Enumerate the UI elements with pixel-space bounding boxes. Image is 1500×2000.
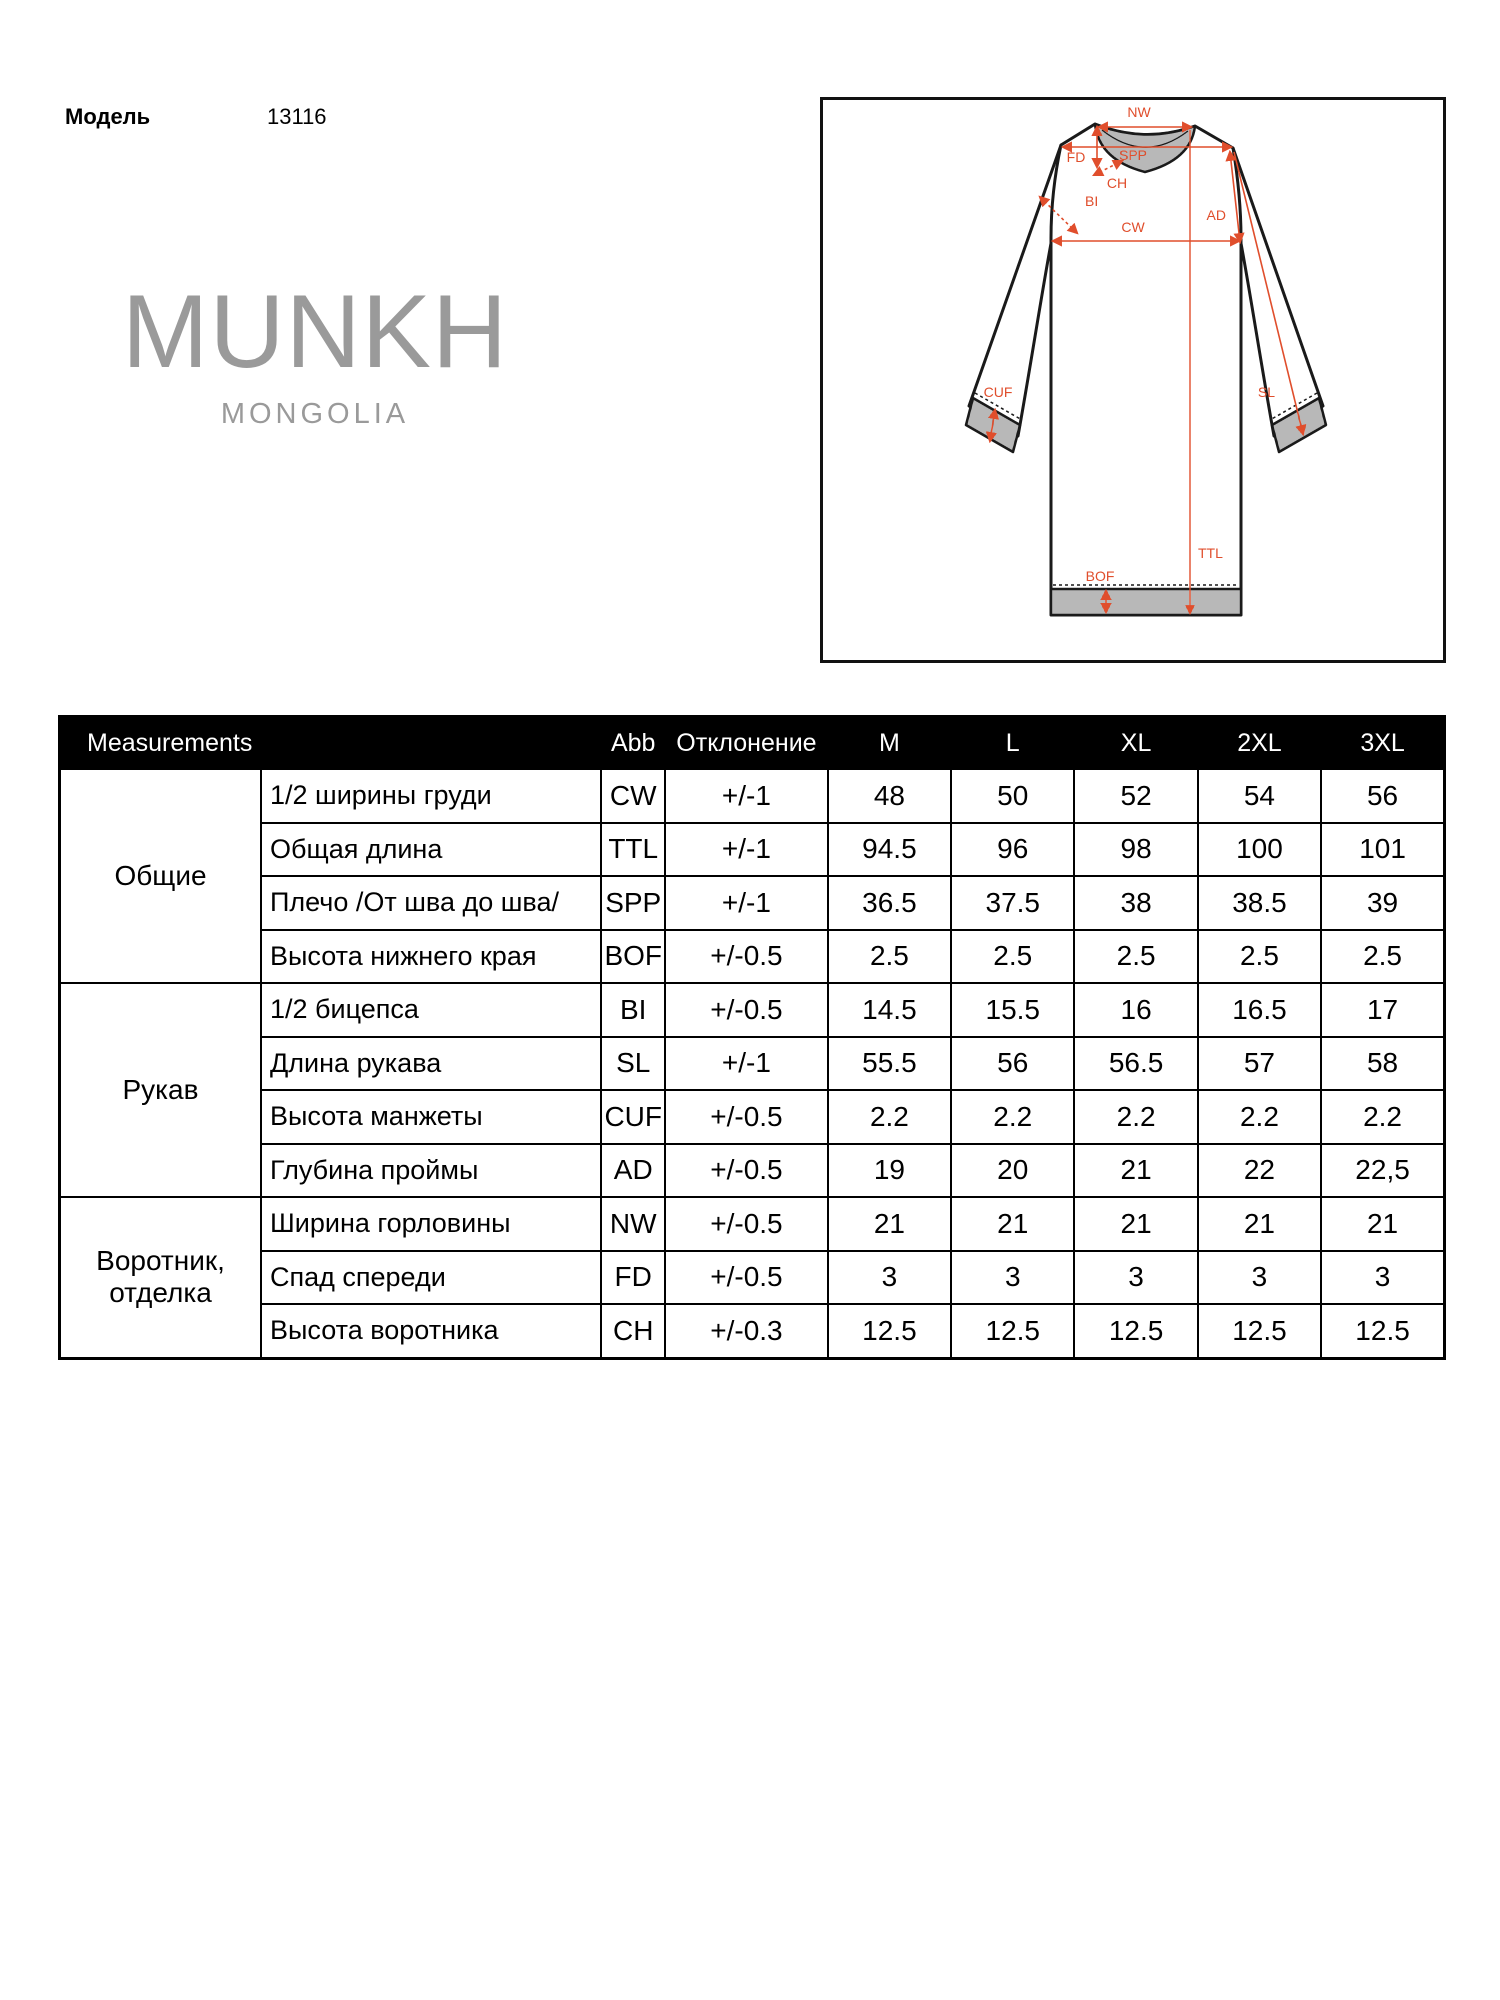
value-3xl: 2.5 — [1321, 930, 1444, 984]
value-2xl: 2.2 — [1198, 1090, 1321, 1144]
row-label: Плечо /От шва до шва/ — [261, 876, 601, 930]
row-label: Глубина проймы — [261, 1144, 601, 1198]
table-row — [60, 876, 1445, 930]
header-deviation: Отклонение — [665, 717, 828, 770]
value-2xl: 16.5 — [1198, 983, 1321, 1037]
value-m: 14.5 — [828, 983, 951, 1037]
table-row — [60, 983, 1445, 1037]
right-sleeve — [1233, 148, 1323, 436]
row-abb: CW — [601, 769, 665, 823]
row-dev: +/-0.5 — [665, 1144, 828, 1198]
table-row — [60, 1304, 1445, 1358]
value-m: 94.5 — [828, 823, 951, 877]
value-2xl: 21 — [1198, 1197, 1321, 1251]
value-l: 96 — [951, 823, 1074, 877]
value-2xl: 12.5 — [1198, 1304, 1321, 1358]
row-dev: +/-1 — [665, 823, 828, 877]
row-abb: CH — [601, 1304, 665, 1358]
header-abb: Abb — [601, 717, 665, 770]
value-2xl: 100 — [1198, 823, 1321, 877]
table-row — [60, 930, 1445, 984]
row-dev: +/-0.5 — [665, 983, 828, 1037]
table-row — [60, 1090, 1445, 1144]
value-l: 2.5 — [951, 930, 1074, 984]
bi-label: BI — [1085, 193, 1099, 209]
garment-diagram-box — [820, 97, 1446, 663]
value-xl: 52 — [1074, 769, 1197, 823]
model-label: Модель — [65, 104, 151, 129]
value-3xl: 21 — [1321, 1197, 1444, 1251]
table-row — [60, 823, 1445, 877]
value-2xl: 22 — [1198, 1144, 1321, 1198]
value-m: 55.5 — [828, 1037, 951, 1091]
value-3xl: 56 — [1321, 769, 1444, 823]
header-size-xl: XL — [1074, 717, 1197, 770]
value-l: 3 — [951, 1251, 1074, 1305]
row-dev: +/-1 — [665, 769, 828, 823]
row-dev: +/-0.5 — [665, 1197, 828, 1251]
brand-logo — [118, 274, 512, 431]
row-abb: SL — [601, 1037, 665, 1091]
value-m: 36.5 — [828, 876, 951, 930]
value-l: 12.5 — [951, 1304, 1074, 1358]
body — [1051, 124, 1241, 615]
row-dev: +/-0.3 — [665, 1304, 828, 1358]
row-label: 1/2 ширины груди — [261, 769, 601, 823]
row-label: Общая длина — [261, 823, 601, 877]
row-label: Спад спереди — [261, 1251, 601, 1305]
row-abb: AD — [601, 1144, 665, 1198]
value-xl: 2.2 — [1074, 1090, 1197, 1144]
value-xl: 12.5 — [1074, 1304, 1197, 1358]
row-label: Высота манжеты — [261, 1090, 601, 1144]
value-3xl: 2.2 — [1321, 1090, 1444, 1144]
table-header-row — [60, 717, 1445, 770]
brand-country: MONGOLIA — [220, 398, 410, 430]
sl-label: SL — [1257, 384, 1275, 400]
value-xl: 2.5 — [1074, 930, 1197, 984]
cuf-label: CUF — [983, 384, 1013, 400]
value-2xl: 57 — [1198, 1037, 1321, 1091]
value-xl: 16 — [1074, 983, 1197, 1037]
value-m: 48 — [828, 769, 951, 823]
header-measurements: Measurements — [60, 717, 602, 770]
header-size-l: L — [951, 717, 1074, 770]
value-l: 37.5 — [951, 876, 1074, 930]
table-row — [60, 769, 1445, 823]
ch-label: CH — [1106, 175, 1128, 191]
value-m: 21 — [828, 1197, 951, 1251]
row-dev: +/-0.5 — [665, 1251, 828, 1305]
table-row — [60, 1197, 1445, 1251]
row-abb: BI — [601, 983, 665, 1037]
row-label: Высота нижнего края — [261, 930, 601, 984]
value-3xl: 39 — [1321, 876, 1444, 930]
value-3xl: 17 — [1321, 983, 1444, 1037]
brand-name: MUNKH — [121, 274, 509, 390]
value-l: 21 — [951, 1197, 1074, 1251]
ad-label: AD — [1206, 207, 1226, 223]
garment-outline — [966, 124, 1326, 615]
value-l: 15.5 — [951, 983, 1074, 1037]
value-xl: 98 — [1074, 823, 1197, 877]
value-l: 56 — [951, 1037, 1074, 1091]
value-xl: 38 — [1074, 876, 1197, 930]
row-abb: FD — [601, 1251, 665, 1305]
value-m: 2.2 — [828, 1090, 951, 1144]
row-abb: TTL — [601, 823, 665, 877]
value-xl: 56.5 — [1074, 1037, 1197, 1091]
cw-label: CW — [1121, 219, 1145, 235]
fd-label: FD — [1066, 149, 1086, 165]
row-dev: +/-0.5 — [665, 1090, 828, 1144]
value-2xl: 3 — [1198, 1251, 1321, 1305]
row-abb: CUF — [601, 1090, 665, 1144]
value-3xl: 22,5 — [1321, 1144, 1444, 1198]
row-label: 1/2 бицепса — [261, 983, 601, 1037]
table-row — [60, 1037, 1445, 1091]
row-dev: +/-1 — [665, 1037, 828, 1091]
value-xl: 21 — [1074, 1144, 1197, 1198]
row-abb: SPP — [601, 876, 665, 930]
value-l: 2.2 — [951, 1090, 1074, 1144]
row-label: Длина рукава — [261, 1037, 601, 1091]
row-label: Высота воротника — [261, 1304, 601, 1358]
value-xl: 21 — [1074, 1197, 1197, 1251]
measurements-table — [58, 715, 1446, 1360]
value-xl: 3 — [1074, 1251, 1197, 1305]
value-m: 2.5 — [828, 930, 951, 984]
model-line — [65, 105, 665, 129]
value-3xl: 3 — [1321, 1251, 1444, 1305]
ttl-label: TTL — [1198, 545, 1223, 561]
table-row — [60, 1251, 1445, 1305]
garment-diagram — [823, 100, 1443, 660]
value-l: 20 — [951, 1144, 1074, 1198]
value-m: 19 — [828, 1144, 951, 1198]
model-number: 13116 — [267, 104, 327, 129]
nw-label: NW — [1127, 104, 1151, 120]
hem-rib — [1051, 589, 1241, 615]
row-dev: +/-1 — [665, 876, 828, 930]
value-m: 12.5 — [828, 1304, 951, 1358]
row-label: Ширина горловины — [261, 1197, 601, 1251]
value-3xl: 58 — [1321, 1037, 1444, 1091]
header-size-3xl: 3XL — [1321, 717, 1444, 770]
value-2xl: 54 — [1198, 769, 1321, 823]
value-3xl: 101 — [1321, 823, 1444, 877]
group-cell: Воротник, отделка — [60, 1197, 262, 1358]
bof-label: BOF — [1085, 568, 1115, 584]
value-3xl: 12.5 — [1321, 1304, 1444, 1358]
header-size-m: M — [828, 717, 951, 770]
value-m: 3 — [828, 1251, 951, 1305]
row-dev: +/-0.5 — [665, 930, 828, 984]
table-row — [60, 1144, 1445, 1198]
header-size-2xl: 2XL — [1198, 717, 1321, 770]
group-cell: Общие — [60, 769, 262, 983]
value-l: 50 — [951, 769, 1074, 823]
value-2xl: 38.5 — [1198, 876, 1321, 930]
spp-label: SPP — [1118, 147, 1148, 163]
row-abb: NW — [601, 1197, 665, 1251]
value-2xl: 2.5 — [1198, 930, 1321, 984]
row-abb: BOF — [601, 930, 665, 984]
group-cell: Рукав — [60, 983, 262, 1197]
